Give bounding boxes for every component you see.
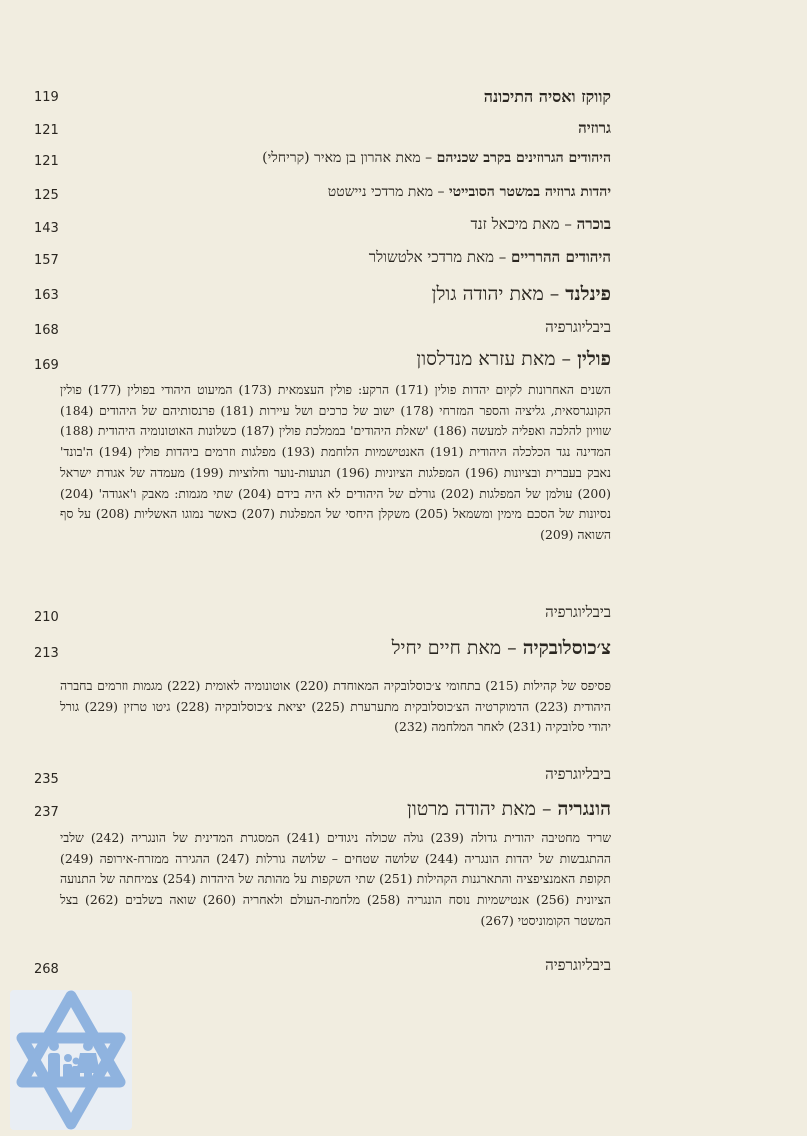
toc-entry — [140, 184, 611, 201]
bibliography-entry: ביבליוגרפיה — [545, 956, 611, 974]
poland-subtopics: השנים האחרונות לקיום יהדות פולין (171) הרקע: פולין העצמאית (173) המיעוט היהודי בפולין (177) פולין הקונגרסאית, גליציה והספר המזרחי (178) ישוב של כרכים ושל עיירות (181) פרנסותיהם של היהודים (184) שוויון להלכה ואפליה למעשה (186) 'שאלת היהודים' בממלכת פולין (187) כשלונות האוטונומיה היהודית (188) המדינה נגד הכלכלה היהודית (191) האנטישמיות הלוחמת (193) מפלגות וזרמים ביהדות פולין (194) ה'בונד' נאבק בעברית ובציונות (196) המפלגות הציוניות (196) תנועות-נוער וחלוציות (199) מעמדה של אגודת ישראל (200) עולמן של המפלגות (202) גורלם של היהודים לא היה בידם (204) שתי מגמות: מאבק ו'אגודה' (204) נסיונות של הסכם מימין ומשמאל (205) משקלן היחסי של המפלגות (207) כאשר נמוגו האשליות (208) על סף השואה (209) — [60, 382, 612, 542]
entry-title: פולין — [577, 348, 611, 370]
entry-author: – מאת יהודה מרטון — [406, 798, 558, 820]
page-number: 163 — [34, 288, 59, 303]
toc-entry — [140, 248, 611, 267]
section-title-finland — [140, 283, 611, 306]
entry-author: – מאת מרדכי ניישטט — [327, 184, 449, 200]
page-number: 235 — [34, 772, 59, 787]
entry-title: בוכרה — [576, 215, 611, 233]
entry-title: היהודים ההרריים — [511, 248, 611, 266]
page-number: 121 — [34, 123, 59, 138]
page-number: 210 — [34, 610, 59, 625]
entry-author: – מאת מיכאל זנד — [470, 215, 577, 233]
page-number: 125 — [34, 188, 59, 203]
section-title-czechoslovakia — [140, 637, 611, 660]
bibliography-entry: ביבליוגרפיה — [545, 603, 611, 621]
bibliography-entry: ביבליוגרפיה — [545, 765, 611, 783]
entry-title: היהודים הגרוזינים בקרב שכניהם — [436, 150, 611, 166]
entry-author: – מאת מרדכי אלטשולר — [368, 248, 512, 266]
entry-title: יהדות גרוזיה במשטר הסובייטי — [448, 184, 611, 200]
bibliography-entry: ביבליוגרפיה — [545, 318, 611, 336]
page-number: 213 — [34, 646, 59, 661]
page-number: 143 — [34, 221, 59, 236]
toc-entry — [140, 150, 611, 167]
entry-author: – מאת חיים יחיל — [391, 637, 523, 659]
entry-author: – מאת עזרא מנדלסון — [416, 348, 578, 370]
entry-author: – מאת יהודה גולן — [431, 283, 566, 305]
czechoslovakia-subtopics: פסיפס של קהילות (215) בתחומי צ׳כוסלובקיה המאוחדת (220) אוטונומיה לאומית (222) מגמות וזרמים בחברה היהודית (223) הדמוקרטיה הצ׳כוסלובקית מתערערת (225) יציאת צ׳כוסלובקיה (228) גיטו טרזין (229) גורל יהודי סלובקיה (231) לאחר המלחמה (232) — [60, 678, 612, 735]
hungary-subtopics: שריד מחטיבה יהודית גדולה (239) גולה שכולה ניגודים (241) המסגרת המדינית של הונגריה (242) שלבי ההתגבשות של יהדות הונגריה (244) שלושה שטחים – שלושה גורלות (247) ההגירה ממזרח-אירופה (249) תקופת האמנציפציה והתארגנות הקהילות (251) שתי השקפות על מהותה של היהדות (254) צמיחתה של התנועה הציונית (256) אנטישמיות נוסח הונגריה (258) מלחמת-העולם ולאחריה (260) שואה בשלבים (262) בצל המשטר הקומוניסטי (267) — [60, 830, 612, 928]
page-number: 157 — [34, 253, 59, 268]
star-of-david-family-logo-icon — [10, 990, 132, 1130]
toc-entry — [140, 215, 611, 234]
section-title-georgia: גרוזיה — [578, 119, 611, 137]
entry-title: הונגריה — [557, 798, 611, 820]
entry-title: פינלנד — [565, 283, 611, 305]
page-number: 268 — [34, 962, 59, 977]
section-title-kavkaz: קווקז ואסיה התיכונה — [483, 87, 611, 106]
section-title-poland — [140, 348, 611, 371]
page-number: 121 — [34, 154, 59, 169]
entry-title: צ׳כוסלובקיה — [522, 637, 611, 659]
entry-author: – מאת אהרון בן מאיר (קריחלי) — [262, 150, 437, 166]
page-number: 237 — [34, 805, 59, 820]
page-number: 168 — [34, 323, 59, 338]
section-title-hungary — [140, 798, 611, 821]
page-number: 169 — [34, 358, 59, 373]
page-number: 119 — [34, 90, 59, 105]
